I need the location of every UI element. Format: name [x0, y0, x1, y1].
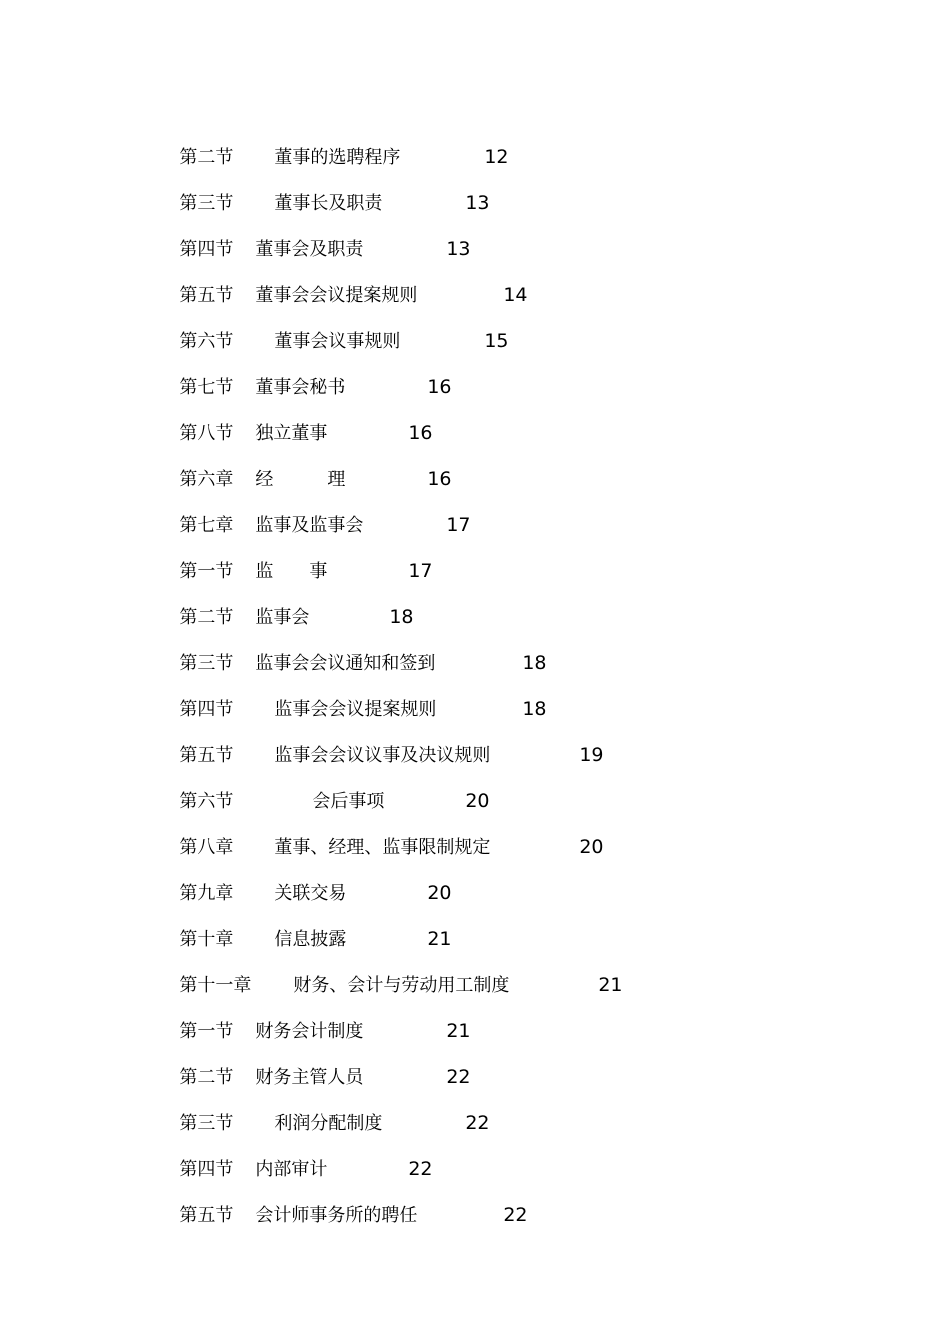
toc-entry-label: 第八节 — [179, 423, 234, 444]
toc-entry-title: 财务、会计与劳动用工制度 — [293, 975, 510, 996]
toc-entry-page: 13 — [465, 192, 490, 214]
toc-entry-page: 22 — [408, 1158, 433, 1180]
toc-entry-page: 19 — [579, 744, 604, 766]
toc-entry-label: 第四节 — [179, 239, 234, 260]
toc-entry-title: 董事会议事规则 — [274, 331, 401, 352]
toc-entry-page: 15 — [484, 330, 509, 352]
toc-entry-label: 第三节 — [179, 193, 234, 214]
toc-entry-page: 21 — [598, 974, 623, 996]
toc-entry-page: 20 — [579, 836, 604, 858]
toc-entry-page: 16 — [408, 422, 433, 444]
toc-entry-title: 会计师事务所的聘任 — [255, 1205, 418, 1226]
toc-entry-page: 22 — [503, 1204, 528, 1226]
toc-entry-page: 22 — [446, 1066, 471, 1088]
toc-entry-label: 第三节 — [179, 1113, 234, 1134]
toc-entry-title: 财务主管人员 — [255, 1067, 364, 1088]
toc-entry-title: 董事会会议提案规则 — [255, 285, 418, 306]
toc-entry-label: 第七章 — [179, 515, 234, 536]
toc-entry-label: 第三节 — [179, 653, 234, 674]
toc-entry-title: 监事会会议议事及决议规则 — [274, 745, 491, 766]
toc-entry-title: 会后事项 — [312, 791, 385, 812]
toc-entry-page: 18 — [522, 698, 547, 720]
toc-entry-page: 17 — [408, 560, 433, 582]
toc-entry-title: 董事长及职责 — [274, 193, 383, 214]
toc-entry-title: 董事会秘书 — [255, 377, 346, 398]
toc-entry-label: 第五节 — [179, 745, 234, 766]
toc-entry — [145, 112, 845, 168]
toc-entry-page: 21 — [427, 928, 452, 950]
toc-entry-page: 20 — [427, 882, 452, 904]
toc-entry-label: 第十一章 — [179, 975, 252, 996]
toc-entry-title: 关联交易 — [274, 883, 347, 904]
toc-entry-page: 22 — [465, 1112, 490, 1134]
toc-entry-title: 监事及监事会 — [255, 515, 364, 536]
toc-entry-label: 第四节 — [179, 699, 234, 720]
toc-entry-label: 第五节 — [179, 285, 234, 306]
toc-entry-page: 18 — [389, 606, 414, 628]
table-of-contents — [145, 112, 845, 1226]
toc-entry-page: 17 — [446, 514, 471, 536]
toc-entry-label: 第二节 — [179, 147, 234, 168]
toc-entry-page: 14 — [503, 284, 528, 306]
toc-entry-title: 监 事 — [255, 561, 328, 582]
toc-entry-title: 内部审计 — [255, 1159, 328, 1180]
toc-entry-title: 经 理 — [255, 469, 346, 490]
toc-entry-label: 第七节 — [179, 377, 234, 398]
toc-entry-page: 12 — [484, 146, 509, 168]
toc-entry-label: 第六节 — [179, 791, 234, 812]
toc-entry-title: 信息披露 — [274, 929, 347, 950]
toc-entry-page: 18 — [522, 652, 547, 674]
toc-entry-title: 董事会及职责 — [255, 239, 364, 260]
toc-entry-label: 第十章 — [179, 929, 234, 950]
toc-entry-title: 监事会会议通知和签到 — [255, 653, 436, 674]
toc-entry-label: 第五节 — [179, 1205, 234, 1226]
toc-entry-title: 董事、经理、监事限制规定 — [274, 837, 491, 858]
toc-entry-label: 第一节 — [179, 1021, 234, 1042]
toc-entry-label: 第九章 — [179, 883, 234, 904]
toc-entry-title: 独立董事 — [255, 423, 328, 444]
toc-entry-title: 监事会会议提案规则 — [274, 699, 437, 720]
toc-entry-title: 利润分配制度 — [274, 1113, 383, 1134]
toc-entry-page: 16 — [427, 468, 452, 490]
toc-entry-page: 13 — [446, 238, 471, 260]
toc-entry-title: 董事的选聘程序 — [274, 147, 401, 168]
toc-entry-title: 财务会计制度 — [255, 1021, 364, 1042]
toc-entry-page: 21 — [446, 1020, 471, 1042]
toc-entry-label: 第四节 — [179, 1159, 234, 1180]
toc-entry-label: 第一节 — [179, 561, 234, 582]
toc-entry-page: 16 — [427, 376, 452, 398]
toc-entry-label: 第六节 — [179, 331, 234, 352]
toc-entry-page: 20 — [465, 790, 490, 812]
toc-entry-label: 第二节 — [179, 607, 234, 628]
toc-entry-label: 第二节 — [179, 1067, 234, 1088]
toc-entry-title: 监事会 — [255, 607, 310, 628]
toc-entry-label: 第六章 — [179, 469, 234, 490]
toc-entry-label: 第八章 — [179, 837, 234, 858]
